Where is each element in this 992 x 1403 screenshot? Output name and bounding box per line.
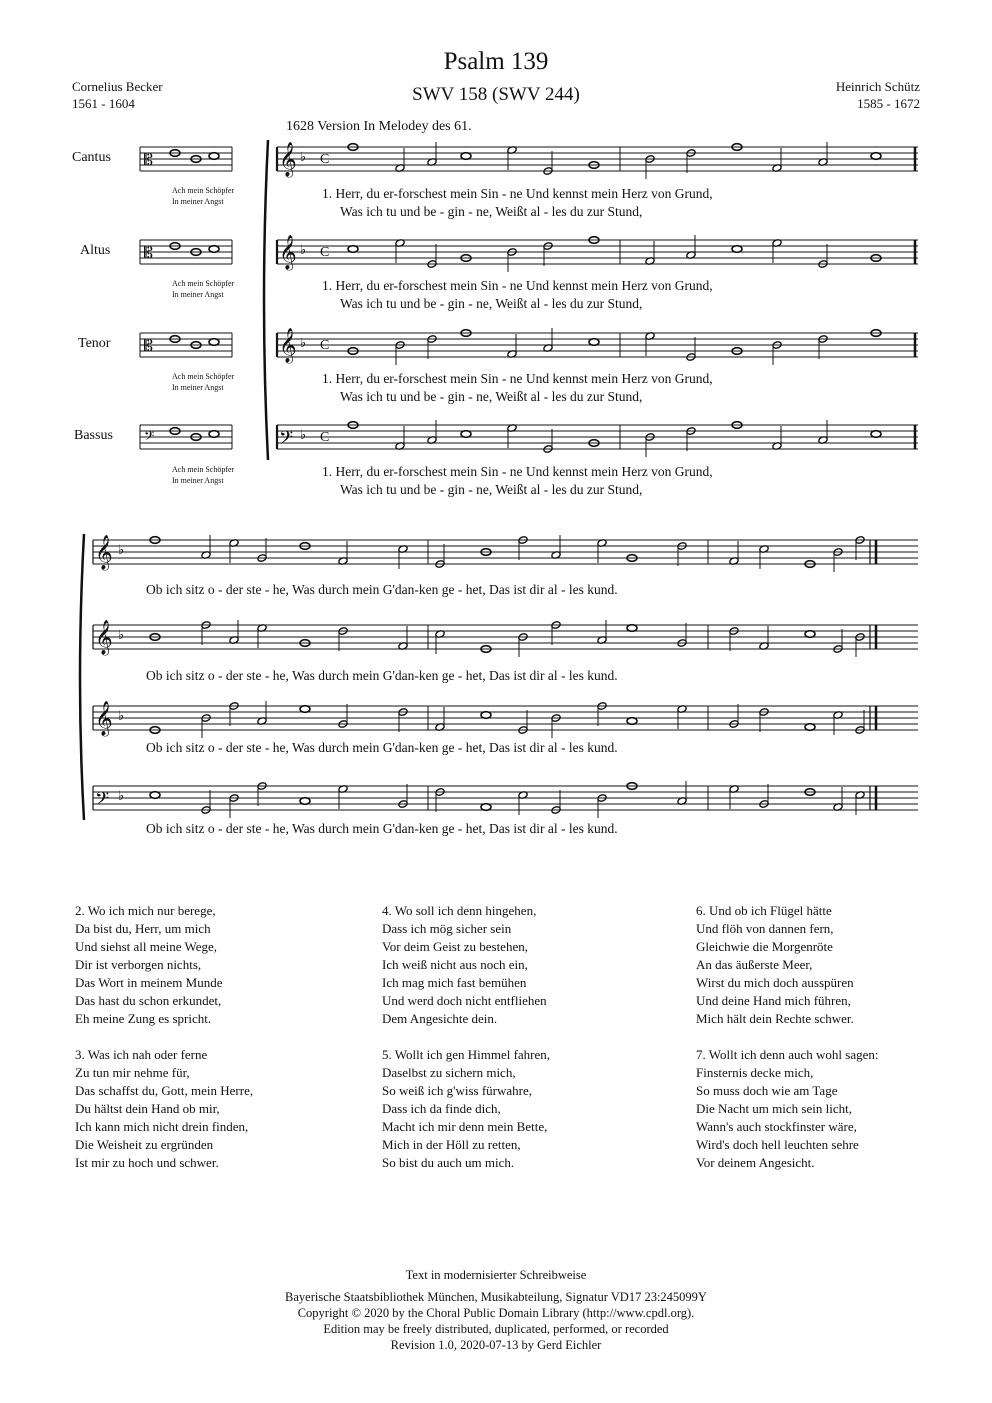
clef-icon: 𝄡 — [144, 338, 153, 355]
clef-icon: 𝄡 — [144, 152, 153, 169]
clef-icon: 𝄞 — [279, 143, 297, 176]
clef-icon: 𝄢 — [95, 788, 110, 813]
time-signature-icon: C — [320, 338, 330, 353]
lyric-line: 1. Herr, du er-forschest mein Sin - ne Und kennst mein Herz von Grund, — [322, 371, 713, 386]
footer-note: Text in modernisierter Schreibweise — [405, 1268, 587, 1282]
lyric-line: Was ich tu und be - gin - ne, Weißt al - les du zur Stund, — [340, 482, 643, 497]
clef-icon: 𝄢 — [144, 430, 155, 447]
time-signature-icon: C — [320, 245, 330, 260]
clef-icon: 𝄡 — [144, 245, 153, 262]
version-note: 1628 Version In Melodey des 61. — [286, 119, 472, 134]
whole-note — [481, 804, 491, 811]
time-signature-icon: C — [320, 152, 330, 167]
whole-note — [461, 153, 471, 160]
clef-icon: 𝄞 — [279, 236, 297, 269]
whole-note — [300, 798, 310, 805]
verses-column — [382, 902, 550, 1190]
page-subtitle: SWV 158 (SWV 244) — [412, 84, 580, 105]
flat-icon: ♭ — [300, 242, 307, 257]
whole-note — [209, 339, 219, 346]
whole-note — [627, 625, 637, 632]
whole-note — [209, 153, 219, 160]
clef-icon: 𝄞 — [95, 536, 113, 569]
verse-block: 2. Wo ich mich nur berege, Da bist du, Herr, um mich Und siehst all meine Wege, Dir ist verborgen nichts, Das Wort in meinem Munde Das hast du schon erkundet, Eh meine Zung es spricht. — [75, 903, 223, 1026]
time-signature-icon: C — [320, 430, 330, 445]
whole-note — [481, 712, 491, 719]
incipit-caption: Ach mein Schöpfer In meiner Angst — [172, 465, 235, 485]
verse-block: 4. Wo soll ich denn hingehen, Dass ich mög sicher sein Vor deim Geist zu bestehen, Ich weiß nicht aus noch ein, Ich mag mich fast bemühen Und werd doch nicht entfliehen Dem Angesichte dein. — [382, 903, 547, 1026]
verse-block: 5. Wollt ich gen Himmel fahren, Daselbst zu sichern mich, So weiß ich g'wiss fürwahre, Dass ich da finde dich, Macht ich mir denn mein Bette, Mich in der Höll zu retten, So bist du auch um mich. — [382, 1047, 551, 1170]
whole-note — [300, 706, 310, 713]
poet-name: Cornelius Becker — [72, 79, 163, 94]
whole-note — [627, 718, 637, 725]
whole-note — [348, 246, 358, 253]
lyric-line: Ob ich sitz o - der ste - he, Was durch mein G'dan-ken ge - het, Das ist dir al - les kund. — [146, 821, 618, 836]
lyric-line: Ob ich sitz o - der ste - he, Was durch mein G'dan-ken ge - het, Das ist dir al - les kund. — [146, 668, 618, 683]
lyric-line: 1. Herr, du er-forschest mein Sin - ne Und kennst mein Herz von Grund, — [322, 278, 713, 293]
clef-icon: 𝄞 — [279, 329, 297, 362]
verses-column — [75, 902, 253, 1190]
voice-name-bassus: Bassus — [74, 428, 113, 443]
whole-note — [461, 431, 471, 438]
lyric-line: Ob ich sitz o - der ste - he, Was durch mein G'dan-ken ge - het, Das ist dir al - les kund. — [146, 740, 618, 755]
system-bracket — [264, 140, 268, 460]
voice-name-tenor: Tenor — [78, 336, 111, 351]
lyric-line: 1. Herr, du er-forschest mein Sin - ne Und kennst mein Herz von Grund, — [322, 186, 713, 201]
composer-dates: 1585 - 1672 — [857, 96, 920, 111]
clef-icon: 𝄞 — [95, 702, 113, 735]
verse-block: 7. Wollt ich denn auch wohl sagen: Finsternis decke mich, So muss doch wie am Tage Die Nacht um mich sein licht, Wann's auch stockfinster wäre, Wird's doch hell leuchten sehre Vor deinem Angesicht. — [696, 1047, 879, 1170]
flat-icon: ♭ — [300, 427, 307, 442]
voice-name-altus: Altus — [80, 243, 111, 258]
verse-block: 3. Was ich nah oder ferne Zu tun mir nehme für, Das schaffst du, Gott, mein Herre, Du hältst dein Hand ob mir, Ich kann mich nicht drein finden, Die Weisheit zu ergründen Ist mir zu hoch und schwer. — [75, 1047, 254, 1170]
whole-note — [150, 792, 160, 799]
lyric-line: 1. Herr, du er-forschest mein Sin - ne Und kennst mein Herz von Grund, — [322, 464, 713, 479]
whole-note — [209, 431, 219, 438]
whole-note — [805, 724, 815, 731]
poet-dates: 1561 - 1604 — [72, 96, 135, 111]
system-bracket — [80, 534, 84, 820]
flat-icon: ♭ — [118, 627, 125, 642]
clef-icon: 𝄞 — [95, 621, 113, 654]
lyric-line: Was ich tu und be - gin - ne, Weißt al - les du zur Stund, — [340, 296, 643, 311]
verse-block: 6. Und ob ich Flügel hätte Und flöh von dannen fern, Gleichwie die Morgenröte An das äußerste Meer, Wirst du mich doch ausspüren Und deine Hand mich führen, Mich hält dein Rechte schwer. — [696, 903, 854, 1026]
whole-note — [589, 339, 599, 346]
footer-license: Edition may be freely distributed, duplicated, performed, or recorded — [323, 1322, 669, 1336]
lyric-line: Was ich tu und be - gin - ne, Weißt al - les du zur Stund, — [340, 389, 643, 404]
whole-note — [209, 246, 219, 253]
voice-name-cantus: Cantus — [72, 150, 111, 165]
flat-icon: ♭ — [300, 335, 307, 350]
footer-source: Bayerische Staatsbibliothek München, Musikabteilung, Signatur VD17 23:245099Y — [285, 1290, 707, 1304]
flat-icon: ♭ — [118, 708, 125, 723]
composer-name: Heinrich Schütz — [835, 79, 920, 94]
whole-note — [871, 153, 881, 160]
incipit-caption: Ach mein Schöpfer In meiner Angst — [172, 186, 235, 206]
verses-column — [696, 902, 878, 1190]
whole-note — [871, 431, 881, 438]
clef-icon: 𝄢 — [279, 427, 294, 452]
footer-copyright: Copyright © 2020 by the Choral Public Domain Library (http://www.cpdl.org). — [297, 1306, 695, 1320]
incipit-caption: Ach mein Schöpfer In meiner Angst — [172, 279, 235, 299]
footer-revision: Revision 1.0, 2020-07-13 by Gerd Eichler — [390, 1338, 602, 1352]
flat-icon: ♭ — [300, 149, 307, 164]
lyric-line: Ob ich sitz o - der ste - he, Was durch mein G'dan-ken ge - het, Das ist dir al - les kund. — [146, 582, 618, 597]
lyric-line: Was ich tu und be - gin - ne, Weißt al - les du zur Stund, — [340, 204, 643, 219]
page-title: Psalm 139 — [443, 48, 549, 75]
incipit-caption: Ach mein Schöpfer In meiner Angst — [172, 372, 235, 392]
whole-note — [732, 246, 742, 253]
whole-note — [805, 631, 815, 638]
flat-icon: ♭ — [118, 542, 125, 557]
flat-icon: ♭ — [118, 788, 125, 803]
